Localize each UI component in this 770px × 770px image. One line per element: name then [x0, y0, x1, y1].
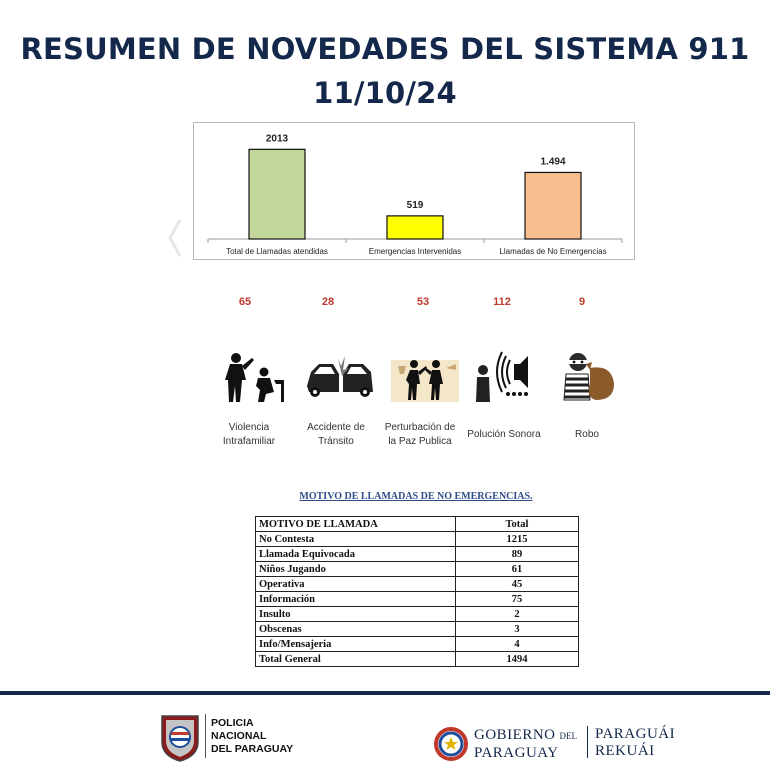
row-reason: Info/Mensajeria	[256, 637, 456, 652]
table-total-row	[256, 652, 579, 667]
table-row	[256, 577, 579, 592]
row-reason: Obscenas	[256, 622, 456, 637]
chart-category-label: Total de Llamadas atendidas	[226, 247, 328, 256]
row-reason: Insulto	[256, 607, 456, 622]
police-logo-text: POLICIA NACIONAL DEL PARAGUAY	[211, 717, 294, 755]
gobierno-separator	[587, 726, 588, 758]
label-perturbacion: Perturbación de la Paz Publica	[384, 422, 456, 447]
table-title: MOTIVO DE LLAMADAS DE NO EMERGENCIAS.	[299, 491, 533, 502]
count-accidente: 28	[321, 296, 335, 308]
table-row	[256, 592, 579, 607]
count-violencia: 65	[238, 296, 252, 308]
chart-category-label: Emergencias Intervenidas	[368, 247, 462, 256]
footer-divider	[0, 691, 770, 695]
label-violencia: Violencia Intrafamiliar	[222, 422, 276, 447]
chart-category-label: Llamadas de No Emergencias	[499, 247, 607, 256]
chart-bar	[525, 172, 581, 239]
row-reason: No Contesta	[256, 532, 456, 547]
chevron-left-icon	[168, 218, 182, 258]
count-polucion: 112	[493, 296, 511, 308]
row-total: 2	[456, 607, 579, 622]
rekuai-logo-text: PARAGUÁI REKUÁI	[595, 726, 676, 759]
row-reason: Operativa	[256, 577, 456, 592]
table-row	[256, 532, 579, 547]
total-label: Total General	[256, 652, 456, 667]
chart-data-label: 519	[406, 199, 424, 211]
non-emergency-table	[255, 516, 579, 667]
table-body	[256, 532, 579, 652]
col-reason-header: MOTIVO DE LLAMADA	[256, 517, 456, 532]
label-robo: Robo	[575, 429, 599, 440]
police-separator	[205, 714, 206, 758]
report-date: 11/10/24	[313, 76, 457, 110]
police-badge-icon	[158, 712, 202, 762]
chart-data-label: 1.494	[540, 156, 566, 168]
chart-bar	[249, 149, 305, 239]
noise-pollution-icon	[472, 350, 542, 404]
row-total: 3	[456, 622, 579, 637]
row-reason: Niños Jugando	[256, 562, 456, 577]
row-reason: Información	[256, 592, 456, 607]
table-row	[256, 607, 579, 622]
label-polucion: Polución Sonora	[467, 429, 541, 440]
calls-bar-chart	[193, 122, 635, 260]
chart-canvas	[194, 123, 636, 261]
table-header-row	[256, 517, 579, 532]
car-crash-icon	[305, 350, 375, 404]
row-total: 4	[456, 637, 579, 652]
row-total: 61	[456, 562, 579, 577]
total-value: 1494	[456, 652, 579, 667]
page-title: RESUMEN DE NOVEDADES DEL SISTEMA 911	[20, 32, 750, 66]
row-reason: Llamada Equivocada	[256, 547, 456, 562]
table-row	[256, 547, 579, 562]
row-total: 45	[456, 577, 579, 592]
public-disturbance-icon	[390, 350, 460, 404]
chart-bar	[387, 216, 443, 239]
row-total: 75	[456, 592, 579, 607]
gobierno-logo-text: GOBIERNO DEL PARAGUAY	[474, 727, 577, 761]
table-row	[256, 637, 579, 652]
chart-data-label: 2013	[265, 133, 289, 145]
count-robo: 9	[578, 296, 586, 308]
row-total: 89	[456, 547, 579, 562]
row-total: 1215	[456, 532, 579, 547]
label-accidente: Accidente de Tránsito	[307, 422, 365, 447]
col-total-header: Total	[456, 517, 579, 532]
table-row	[256, 562, 579, 577]
robbery-icon	[552, 350, 622, 404]
domestic-violence-icon	[220, 350, 290, 404]
government-seal-icon	[432, 727, 470, 761]
count-perturbacion: 53	[416, 296, 430, 308]
table-row	[256, 622, 579, 637]
